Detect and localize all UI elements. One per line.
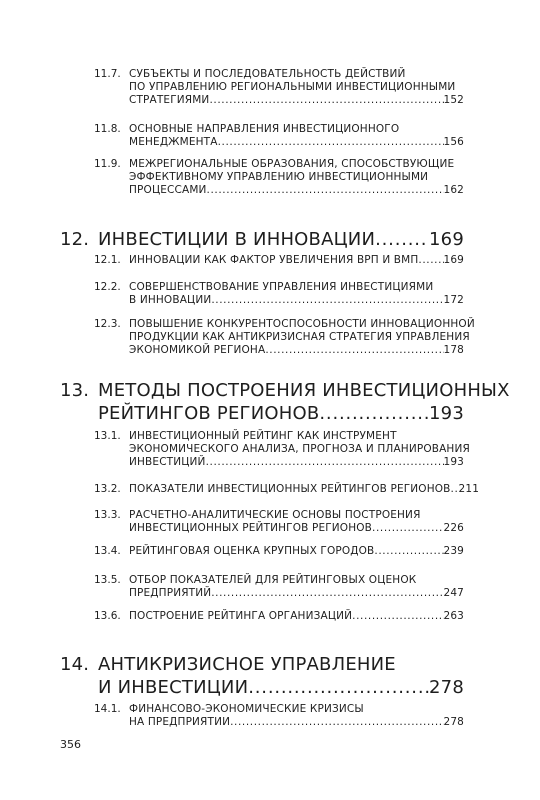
toc-entry-title-line: ИНВЕСТИЦИЙ (129, 456, 206, 468)
toc-entry-number: 12.2. (94, 281, 121, 293)
leader-dots (206, 456, 444, 469)
toc-entry-title-line: ОСНОВНЫЕ НАПРАВЛЕНИЯ ИНВЕСТИЦИОННОГО (129, 123, 400, 135)
toc-entry-page: 239 (443, 545, 464, 557)
leader-dots (265, 344, 443, 357)
chapter-page: 169 (429, 229, 464, 250)
toc-entry-title-line: ИНВЕСТИЦИОННЫХ РЕЙТИНГОВ РЕГИОНОВ (129, 522, 373, 534)
toc-entry-number: 13.5. (94, 574, 121, 586)
toc-entry-title-line: ПРЕДПРИЯТИЙ (129, 587, 212, 599)
toc-entry-number: 11.7. (94, 68, 121, 80)
toc-entry-number: 13.4. (94, 545, 121, 557)
toc-entry-number: 13.6. (94, 610, 121, 622)
toc-entry-page: 226 (443, 522, 464, 534)
toc-entry-title-line: ПОКАЗАТЕЛИ ИНВЕСТИЦИОННЫХ РЕЙТИНГОВ РЕГИОНОВ (129, 483, 451, 495)
toc-entry-title-line: СУБЪЕКТЫ И ПОСЛЕДОВАТЕЛЬНОСТЬ ДЕЙСТВИЙ (129, 68, 406, 80)
toc-entry-title-line: ИНВЕСТИЦИОННЫЙ РЕЙТИНГ КАК ИНСТРУМЕНТ (129, 430, 397, 442)
leader-dots (352, 610, 443, 623)
toc-entry-page: 193 (443, 456, 464, 468)
toc-entry-title-line: СОВЕРШЕНСТВОВАНИЕ УПРАВЛЕНИЯ ИНВЕСТИЦИЯМИ (129, 281, 434, 293)
toc-entry-page: 169 (443, 254, 464, 266)
toc-entry-title-line: РЕЙТИНГОВАЯ ОЦЕНКА КРУПНЫХ ГОРОДОВ (129, 545, 375, 557)
toc-entry-title-line: НА ПРЕДПРИЯТИИ (129, 716, 231, 728)
toc-entry-number: 12.3. (94, 318, 121, 330)
leader-dots (319, 402, 429, 425)
toc-entry-page: 156 (443, 136, 464, 148)
chapter-title-line: ИНВЕСТИЦИИ В ИННОВАЦИИ (98, 229, 376, 250)
toc-entry-title-line: ПРОЦЕССАМИ (129, 184, 207, 196)
toc-entry-number: 11.9. (94, 158, 121, 170)
toc-entry-title-line: ЭФФЕКТИВНОМУ УПРАВЛЕНИЮ ИНВЕСТИЦИОННЫМИ (129, 171, 429, 183)
leader-dots (230, 716, 443, 729)
leader-dots (374, 545, 443, 558)
toc-entry-title-line: МЕНЕДЖМЕНТА (129, 136, 218, 148)
toc-entry-page: 211 (458, 483, 480, 495)
leader-dots (375, 228, 429, 251)
toc-entry-title-line: ПРОДУКЦИИ КАК АНТИКРИЗИСНАЯ СТРАТЕГИЯ УПРАВЛЕНИЯ (129, 331, 470, 343)
chapter-number: 14. (60, 654, 90, 675)
leader-dots (211, 294, 443, 307)
leader-dots (211, 587, 443, 600)
leader-dots (418, 254, 443, 267)
chapter-number: 12. (60, 229, 90, 250)
leader-dots (451, 483, 459, 496)
toc-entry-title-line: В ИННОВАЦИИ (129, 294, 212, 306)
chapter-title-line: И ИНВЕСТИЦИИ (98, 677, 249, 698)
chapter-page: 193 (429, 403, 464, 424)
toc-entry-title-line: ОТБОР ПОКАЗАТЕЛЕЙ ДЛЯ РЕЙТИНГОВЫХ ОЦЕНОК (129, 574, 417, 586)
toc-entry-title-line: ПО УПРАВЛЕНИЮ РЕГИОНАЛЬНЫМИ ИНВЕСТИЦИОННЫМИ (129, 81, 456, 93)
chapter-title-line: МЕТОДЫ ПОСТРОЕНИЯ ИНВЕСТИЦИОННЫХ (98, 380, 510, 401)
toc-entry-page: 278 (443, 716, 464, 728)
toc-entry-number: 13.1. (94, 430, 121, 442)
toc-entry-title-line: СТРАТЕГИЯМИ (129, 94, 210, 106)
toc-entry-number: 11.8. (94, 123, 121, 135)
toc-entry-title-line: ПОВЫШЕНИЕ КОНКУРЕНТОСПОСОБНОСТИ ИННОВАЦИОННОЙ (129, 318, 475, 330)
toc-entry-page: 263 (443, 610, 464, 622)
toc-entry-page: 178 (443, 344, 464, 356)
chapter-page: 278 (429, 677, 464, 698)
toc-entry-title-line: ЭКОНОМИЧЕСКОГО АНАЛИЗА, ПРОГНОЗА И ПЛАНИРОВАНИЯ (129, 443, 470, 455)
toc-entry-title-line: ФИНАНСОВО-ЭКОНОМИЧЕСКИЕ КРИЗИСЫ (129, 703, 364, 715)
toc-entry-title-line: МЕЖРЕГИОНАЛЬНЫЕ ОБРАЗОВАНИЯ, СПОСОБСТВУЮЩИЕ (129, 158, 455, 170)
toc-entry-page: 172 (443, 294, 464, 306)
page-number: 356 (60, 738, 81, 751)
toc-entry-number: 13.3. (94, 509, 121, 521)
toc-entry-number: 12.1. (94, 254, 121, 266)
toc-entry-title-line: ПОСТРОЕНИЕ РЕЙТИНГА ОРГАНИЗАЦИЙ (129, 610, 353, 622)
toc-entry-page: 247 (443, 587, 464, 599)
leader-dots (207, 184, 444, 197)
chapter-title-line: АНТИКРИЗИСНОЕ УПРАВЛЕНИЕ (98, 654, 396, 675)
chapter-title-line: РЕЙТИНГОВ РЕГИОНОВ (98, 403, 320, 424)
leader-dots (372, 522, 443, 535)
toc-entry-page: 152 (443, 94, 464, 106)
toc-entry-title-line: ЭКОНОМИКОЙ РЕГИОНА (129, 344, 266, 356)
toc-entry-page: 162 (443, 184, 464, 196)
leader-dots (209, 94, 443, 107)
toc-entry-title-line: ИННОВАЦИИ КАК ФАКТОР УВЕЛИЧЕНИЯ ВРП И ВМП (129, 254, 419, 266)
toc-entry-number: 13.2. (94, 483, 121, 495)
toc-entry-number: 14.1. (94, 703, 121, 715)
leader-dots (248, 676, 429, 699)
leader-dots (218, 136, 444, 149)
toc-entry-title-line: РАСЧЕТНО-АНАЛИТИЧЕСКИЕ ОСНОВЫ ПОСТРОЕНИЯ (129, 509, 421, 521)
chapter-number: 13. (60, 380, 90, 401)
